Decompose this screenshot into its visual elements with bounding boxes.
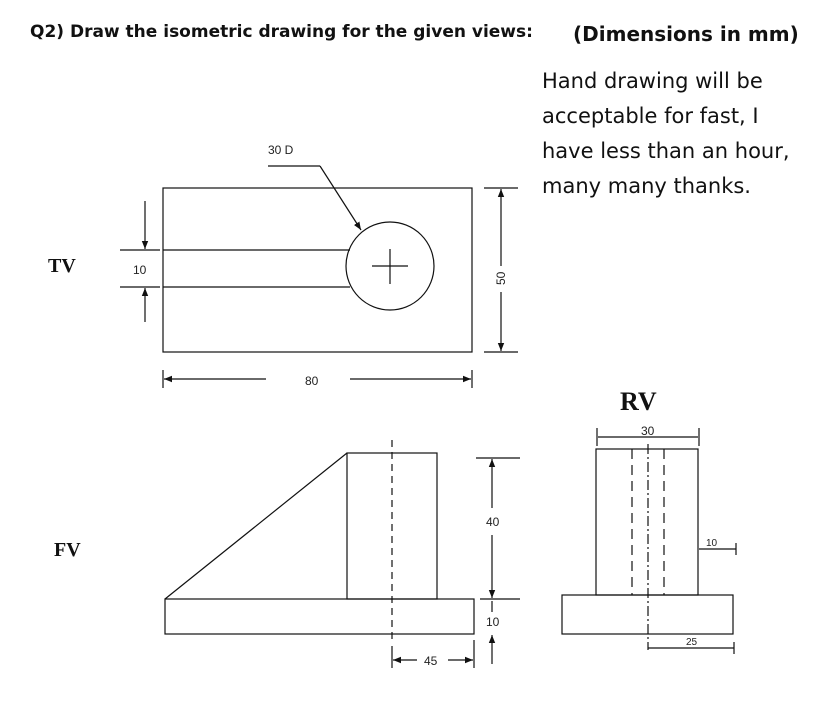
rv-base-ext-dim-label: 25 — [686, 637, 698, 648]
fv-base-dim-label: 10 — [486, 615, 500, 629]
question-title: Q2) Draw the isometric drawing for the given views: — [30, 22, 533, 42]
top-view — [120, 166, 518, 388]
tv-leader-arrow — [320, 166, 361, 230]
fv-offset-dim-label: 45 — [424, 654, 438, 668]
tv-outline — [163, 188, 472, 352]
fv-height-dim-label: 40 — [486, 515, 500, 529]
tv-depth-dim-label: 50 — [494, 271, 508, 285]
tv-width-dim-label: 80 — [305, 374, 319, 388]
rv-upright — [596, 449, 698, 595]
fv-label: FV — [54, 539, 81, 561]
tv-label: TV — [48, 255, 76, 277]
tv-slot-dim-label: 10 — [133, 263, 147, 277]
fv-base — [165, 599, 474, 634]
tv-hole-dim-label: 30 D — [268, 143, 294, 157]
rv-width-dim-label: 30 — [641, 424, 655, 438]
fv-rib-edge — [165, 453, 347, 599]
rv-step-dim-label: 10 — [706, 538, 718, 549]
units-note: (Dimensions in mm) — [573, 22, 799, 46]
rv-label: RV — [620, 387, 657, 416]
front-view — [165, 440, 520, 668]
request-note: Hand drawing will be acceptable for fast, I have less than an hour, many many thanks. — [542, 69, 790, 198]
